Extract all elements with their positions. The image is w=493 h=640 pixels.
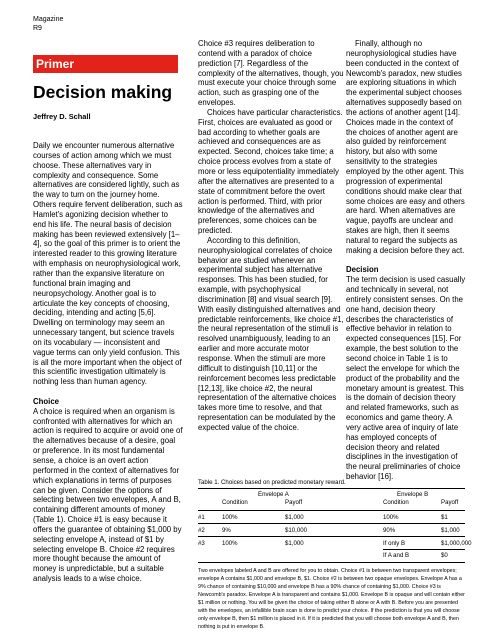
table-cell: #1: [198, 514, 205, 521]
section-label: Primer: [33, 55, 178, 73]
article-title: Decision making: [33, 82, 173, 102]
column-3: [346, 39, 466, 482]
table-bottom-rule: [198, 562, 465, 563]
header-page-number: R9: [33, 24, 42, 32]
envelope-b-header: Envelope B: [397, 491, 429, 498]
table-cell: 100%: [383, 514, 399, 521]
column-header: Condition: [222, 499, 248, 506]
table-cell: $1,000: [285, 540, 304, 547]
column-1: [33, 141, 183, 584]
table-row-rule: [198, 523, 465, 524]
intro-paragraph: Daily we encounter numerous alternative courses of action among which we must choose. These alternatives vary in complexity and consequence. Some alternatives are considered lightly, such as the way to turn on the journey home. Others require fervent deliberation, such as Hamlet's agonizing decision whether to end his life. The neural basis of decision making has been reviewed extensively [1–4], so the goal of this primer is to orient the interested reader to this growing literature with emphasis on neurophysiological work, rather than the expansive literature on functional brain imaging and neuropsychology. Another goal is to articulate the key concepts of choosing, deciding, intending and acting [5,6]. Dwelling on terminology may seem an unnecessary tangent, but science travels on its vocabulary — inconsistent and vague terms can only yield confusion. This is all the more important when the object of this scientific investigation ultimately is nothing less than human agency.: [33, 141, 183, 387]
column-header: Payoff: [441, 499, 459, 506]
column-header: Payoff: [285, 499, 303, 506]
choice-paragraph: A choice is required when an organism is confronted with alternatives for which an action is required to acquire or avoid one of the alternatives because of a desire, goal or preference. In its most fundamental sense, a choice is an overt action performed in the context of alternatives for which explanations in terms of purposes can be given. Consider the options of selecting between two envelopes, A and B, containing different amounts of money (Table 1). Choice #1 is easy because it offers the guarantee of obtaining $1,000 by selecting envelope A, instead of $1 by selecting envelope B. Choice #2 requires more thought because the amount of money is unpredictable, but a suitable analysis leads to a wise choice.: [33, 406, 183, 584]
decision-paragraph: The term decision is used casually and technically in several, not entirely consistent senses. On the one hand, decision theory describes the characteristics of effective behavior in relation to expected consequences [15]. For example, the best solution to the second choice in Table 1 is to select the envelope for which the product of the probability and the monetary amount is greatest. This is the domain of decision theory and related frameworks, such as economics and game theory. A very active area of inquiry of late has employed concepts of decision theory and related disciplines in the investigation of the neural preliminaries of choice behavior [16].: [346, 275, 466, 482]
author-name: Jeffrey D. Schall: [33, 112, 91, 121]
paragraph: Choices have particular characteristics. First, choices are evaluated as good or bad according to whether goals are achieved and consequences are as expected. Second, choices take time; a choice process evolves from a state of more or less equipotentiality immediately after the alternatives are presented to a state of commitment before the overt action is performed. Third, with prior knowledge of the alternatives and preferences, some choices can be predicted.: [198, 107, 343, 236]
table-header-rule: [198, 510, 465, 511]
table-cell: 9%: [222, 527, 231, 534]
paragraph: Choice #3 requires deliberation to contend with a paradox of choice prediction [7]. Regardless of the complexity of the alternatives, though, you must execute your choice through some action, such as grasping one of the envelopes.: [198, 39, 344, 108]
table-caption: Table 1. Choices based on predicted monetary reward.: [198, 479, 346, 486]
header-section: Magazine: [33, 16, 64, 23]
table-footnote: Two envelopes labeled A and B are offered for you to obtain. Choice #1 is between two transparent envelopes; envelope A contains $1,000 and envelope B, $1. Choice #2 is between two opaque envelopes. Envelope A has a 9% chance of containing $10,000 and envelope B has a 90% chance of containing $1,000. Choice #3 is Newcomb's paradox. Envelope A is transparent and contains $1,000. Envelope B is opaque and will contain either $1 million or nothing. You will be given the choice of taking either B alone or A with B. Before you are presented with the envelopes, an infallible brain scan is done to predict your choice. If the prediction is that you will choose only envelope B, then $1 million is placed in it. If it is predicted that you will choose both envelope A and B, then nothing is put in envelope B.: [198, 568, 465, 631]
envelope-a-header: Envelope A: [258, 491, 289, 498]
table-cell: $1,000: [285, 514, 304, 521]
choice-heading: Choice: [33, 396, 59, 406]
table-cell: #2: [198, 527, 205, 534]
table-cell: 100%: [222, 540, 238, 547]
column-2: [198, 39, 344, 433]
table-row-rule: [198, 536, 465, 537]
table-cell: $1: [441, 514, 448, 521]
table-cell: $1,000,000: [441, 540, 472, 547]
table-top-rule: [198, 488, 465, 489]
column-header: Condition: [383, 499, 409, 506]
table-subrow-rule: [383, 549, 465, 550]
table-cell: $0: [441, 552, 448, 559]
table-cell: $1,000: [441, 527, 460, 534]
table-cell: #3: [198, 540, 205, 547]
table-cell: 90%: [383, 527, 396, 534]
paragraph: According to this definition, neurophysiological correlates of choice behavior are studied whenever an experimental subject has alternative responses. This has been studied, for example, with psychophysical discrimination [8] and visual search [9]. With easily distinguished alternatives and predictable reinforcements, like choice #1, the neural representation of the stimuli is resolved unambiguously, leading to an earlier and more accurate motor response. When the stimuli are more difficult to distinguish [10,11] or the reinforcement becomes less predictable [12,13], like choice #2, the neural representation of the alternative choices takes more time to resolve, and that representation can be modulated by the expected value of the choice.: [198, 235, 344, 432]
journal-header: [33, 16, 63, 33]
table-cell: 100%: [222, 514, 238, 521]
table-cell: If only B: [383, 540, 406, 547]
decision-heading: Decision: [346, 265, 379, 275]
paragraph: Finally, although no neurophysiological studies have been conducted in the context of Newcomb's paradox, new studies are exploring situations in which the experimental subject chooses alternatives supposedly based on the actions of another agent [14]. Choices made in the context of the choices of another agent are also guided by reinforcement history, but also with some sensitivity to the strategies employed by the other agent. This progression of experimental conditions should make clear that some choices are easy and others are hard. When alternatives are vague, payoffs are unclear and stakes are high, then it seems natural to regard the subjects as making a decision before they act.: [346, 39, 465, 255]
table-cell: If A and B: [383, 552, 410, 559]
table-cell: $10,000: [285, 527, 308, 534]
